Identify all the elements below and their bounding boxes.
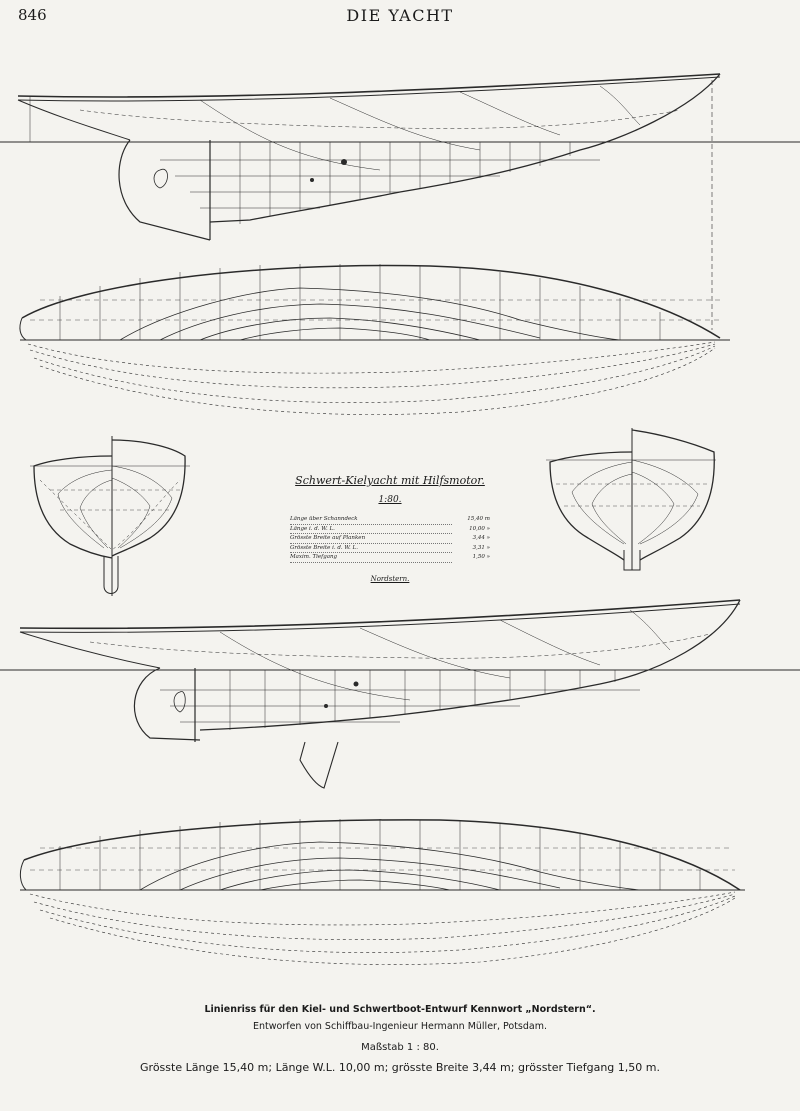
title-block-row bbox=[290, 525, 490, 535]
caption-designer: Entworfen von Schiffbau-Ingenieur Hermann Müller, Potsdam. bbox=[252, 1021, 547, 1032]
title-block-row bbox=[290, 553, 490, 563]
caption-dimensions: Grösste Länge 15,40 m; Länge W.L. 10,00 m; grösste Breite 3,44 m; grösster Tiefgang 1,50 m. bbox=[140, 1061, 660, 1074]
body-plan-keel bbox=[30, 436, 190, 596]
row-value: 3,31 » bbox=[472, 544, 490, 551]
row-value: 10,00 » bbox=[469, 525, 490, 532]
title-block-scale: 1:80. bbox=[378, 495, 402, 505]
half-breadth-plan-centreboard bbox=[20, 819, 745, 965]
title-block-row bbox=[290, 544, 490, 554]
profile-view-keel bbox=[0, 74, 800, 330]
row-label: Maxim. Tiefgang bbox=[290, 553, 452, 563]
half-breadth-plan-keel bbox=[20, 264, 730, 415]
row-label: Länge über Schanndeck bbox=[290, 515, 452, 525]
body-plan-centreboard bbox=[546, 428, 716, 570]
row-label: Grösste Breite i. d. W. L. bbox=[290, 544, 452, 554]
row-label: Grösste Breite auf Planken bbox=[290, 534, 452, 544]
page-number: 846 bbox=[18, 6, 47, 24]
running-head: DIE YACHT bbox=[346, 6, 454, 25]
caption-scale: Maßstab 1 : 80. bbox=[361, 1042, 439, 1053]
row-label: Länge i. d. W. L. bbox=[290, 525, 452, 535]
title-block-title: Schwert-Kielyacht mit Hilfsmotor. bbox=[295, 474, 485, 487]
title-block-row bbox=[290, 534, 490, 544]
title-block-row bbox=[290, 515, 490, 525]
row-value: 1,50 » bbox=[472, 554, 490, 560]
title-block bbox=[290, 474, 490, 583]
design-name: Nordstern. bbox=[370, 574, 410, 583]
row-value: 3,44 » bbox=[472, 535, 490, 541]
row-value: 15,40 m bbox=[467, 516, 490, 522]
caption-title: Linienriss für den Kiel- und Schwertboot-Entwurf Kennwort „Nordstern“. bbox=[204, 1004, 596, 1015]
profile-view-centreboard bbox=[0, 600, 800, 788]
